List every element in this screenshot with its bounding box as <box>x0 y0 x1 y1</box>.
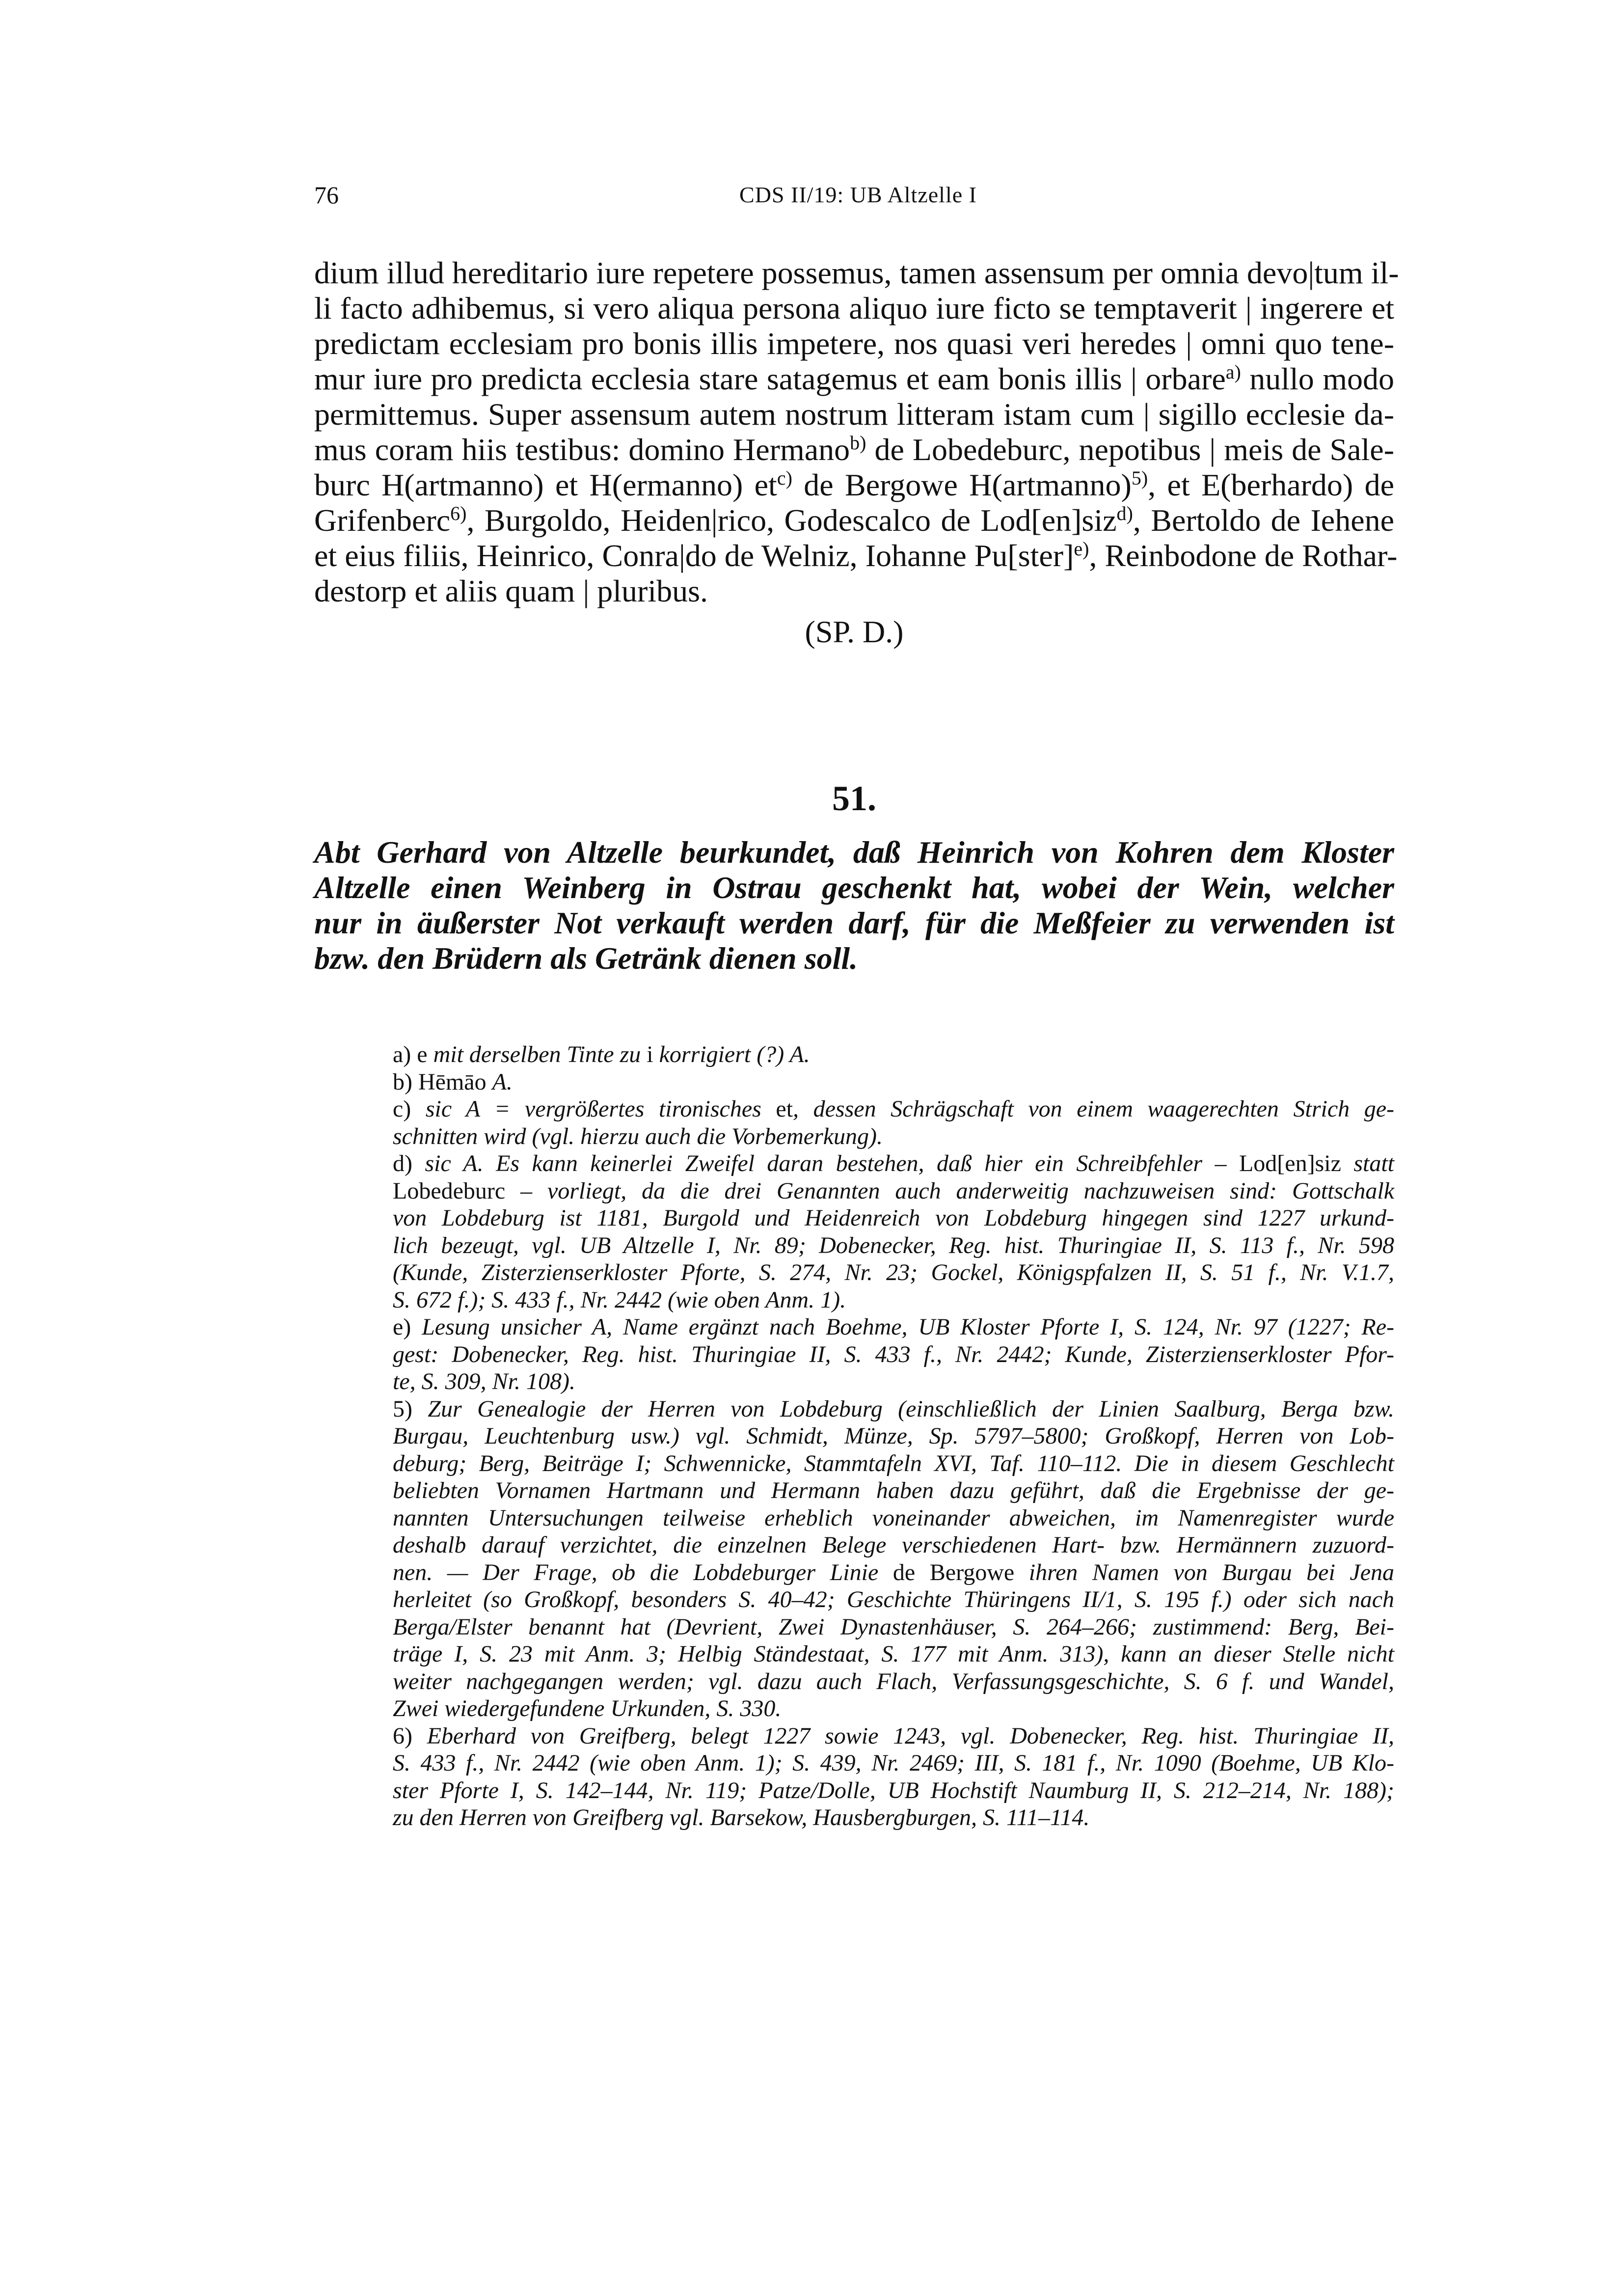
footnote-line: von Lobdeburg ist 1181, Burgold und Heidenreich von Lobdeburg hingegen sind 1227 urkund- <box>393 1205 1394 1231</box>
footnote-segment: a) e <box>393 1041 433 1067</box>
footnote-line: (Kunde, Zisterzienserkloster Pforte, S. 274, Nr. 23; Gockel, Königspfalzen II, S. 51 f., Nr. V.1.7, <box>393 1259 1394 1285</box>
text-segment: Grifenberc <box>314 503 451 538</box>
footnote-line: Berga/Elster benannt hat (Devrient, Zwei Dynastenhäuser, S. 264–266; zustimmend: Berg, Bei- <box>393 1613 1394 1640</box>
footnote-segment: A. <box>492 1068 513 1095</box>
footnote-5 <box>393 1395 1394 1423</box>
running-head: CDS II/19: UB Altzelle I <box>739 182 977 207</box>
footnote-line: weiter nachgegangen werden; vgl. dazu auch Flach, Verfassungsgeschichte, S. 6 f. und Wandel, <box>393 1668 1394 1695</box>
footnote-line: S. 672 f.); S. 433 f., Nr. 2442 (wie oben Anm. 1). <box>393 1286 846 1313</box>
footnote-line: beliebten Vornamen Hartmann und Hermann haben dazu geführt, daß die Ergebnisse der ge- <box>393 1477 1394 1503</box>
footnote-segment: 5) <box>393 1395 428 1422</box>
text-line: dium illud hereditario iure repetere possemus, tamen assensum per omnia devo|tum il- <box>314 255 1399 290</box>
footnote-segment: Lobedeburc <box>393 1177 506 1204</box>
text-segment: burc H(artmanno) et H(ermanno) et <box>314 467 777 502</box>
regest-line: Altzelle einen Weinberg in Ostrau geschenkt hat, wobei der Wein, welcher <box>314 870 1394 905</box>
footnote-segment: 6) <box>393 1722 427 1749</box>
footnote-ref-b: b) <box>850 432 866 454</box>
regest <box>314 835 1394 976</box>
text-line: permittemus. Super assensum autem nostrum litteram istam cum | sigillo ecclesie da- <box>314 397 1394 432</box>
footnote-line: lich bezeugt, vgl. UB Altzelle I, Nr. 89; Dobenecker, Reg. hist. Thuringiae II, S. 113 f., Nr. 598 <box>393 1232 1394 1258</box>
footnote-segment: Lesung unsicher A, Name ergänzt nach Boehme, UB Kloster Pforte I, S. 124, Nr. 97 (1227; Re- <box>422 1314 1394 1340</box>
footnote-d <box>393 1150 1394 1177</box>
footnote-segment: c) <box>393 1096 426 1122</box>
page-number: 76 <box>314 181 339 209</box>
text-line <box>314 538 1398 574</box>
footnote-c <box>393 1095 1394 1123</box>
footnote-line <box>393 1559 1394 1586</box>
footnote-line: nannten Untersuchungen teilweise erheblich voneinander abweichen, im Namenregister wurde <box>393 1504 1394 1531</box>
footnote-segment: , dessen Schrägschaft von einem waagerechten Strich ge- <box>793 1096 1394 1122</box>
footnote-line: ster Pforte I, S. 142–144, Nr. 119; Patze/Dolle, UB Hochstift Naumburg II, S. 212–214, Nr. 188); <box>393 1777 1394 1804</box>
text-line: predictam ecclesiam pro bonis illis impetere, nos quasi veri heredes | omni quo tene- <box>314 326 1394 361</box>
footnote-segment: mit derselben Tinte zu <box>433 1041 647 1067</box>
text-segment: nullo modo <box>1241 361 1395 396</box>
footnote-segment: – vorliegt, da die drei Genannten auch anderweitig nachzuweisen sind: Gottschalk <box>505 1177 1394 1204</box>
text-segment: , et E(berhardo) de <box>1148 467 1395 502</box>
footnote-b <box>393 1068 1394 1096</box>
footnotes <box>393 1041 1394 1831</box>
text-segment: et eius filiis, Heinrico, Conra|do de Welniz, Iohanne Pu[ster] <box>314 538 1074 573</box>
footnote-segment: sic A = vergrößertes tironisches <box>425 1096 776 1122</box>
footnote-ref-d: d) <box>1116 502 1133 524</box>
regest-line: Abt Gerhard von Altzelle beurkundet, daß Heinrich von Kohren dem Kloster <box>314 835 1394 870</box>
footnote-segment: i <box>647 1041 659 1067</box>
footnote-ref-6: 6) <box>450 502 467 524</box>
footnote-line: gest: Dobenecker, Reg. hist. Thuringiae II, S. 433 f., Nr. 2442; Kunde, Zisterzienserkloster Pfor- <box>393 1341 1394 1367</box>
footnote-segment: ihren Namen von Burgau bei Jena <box>1014 1559 1395 1585</box>
footnote-segment: de Bergowe <box>892 1559 1015 1585</box>
footnote-segment: Eberhard von Greifberg, belegt 1227 sowie 1243, vgl. Dobenecker, Reg. hist. Thuringiae II, <box>427 1722 1395 1749</box>
footnote-line: zu den Herren von Greifberg vgl. Barsekow, Hausbergburgen, S. 111–114. <box>393 1804 1090 1831</box>
text-line: li facto adhibemus, si vero aliqua persona aliquo iure ficto se temptaverit | ingerere et <box>314 291 1394 326</box>
text-segment: de Bergowe H(artmanno) <box>792 467 1132 502</box>
text-segment: de Lobedeburc, nepotibus | meis de Sale- <box>866 432 1395 467</box>
text-segment: mur iure pro predicta ecclesia stare satagemus et eam bonis illis | orbare <box>314 361 1226 396</box>
text-line <box>314 361 1394 397</box>
regest-line: bzw. den Brüdern als Getränk dienen soll. <box>314 941 858 976</box>
footnote-ref-5: 5) <box>1131 467 1148 489</box>
footnote-line: schnitten wird (vgl. hierzu auch die Vorbemerkung). <box>393 1123 883 1149</box>
footnote-line: herleitet (so Großkopf, besonders S. 40–42; Geschichte Thüringens II/1, S. 195 f.) oder sich nach <box>393 1586 1394 1613</box>
footnote-a <box>393 1041 1394 1068</box>
footnote-line <box>393 1177 1394 1205</box>
text-segment: mus coram hiis testibus: domino Hermano <box>314 432 850 467</box>
footnote-segment: d) <box>393 1150 425 1176</box>
footnote-segment: nen. — Der Frage, ob die Lobdeburger Linie <box>393 1559 893 1585</box>
footnote-6 <box>393 1722 1394 1750</box>
footnote-line: S. 433 f., Nr. 2442 (wie oben Anm. 1); S. 439, Nr. 2469; III, S. 181 f., Nr. 1090 (Boehme, UB Klo- <box>393 1750 1394 1776</box>
regest-line: nur in äußerster Not verkauft werden darf, für die Meßfeier zu verwenden ist <box>314 905 1394 940</box>
text-line <box>314 503 1394 538</box>
text-segment: , Reinbodone de Rothar- <box>1089 538 1398 573</box>
footnote-ref-c: c) <box>777 467 792 489</box>
footnote-ref-e: e) <box>1074 538 1089 560</box>
text-line <box>314 432 1394 467</box>
footnote-line: träge I, S. 23 mit Anm. 3; Helbig Ständestaat, S. 177 mit Anm. 313), kann an dieser Stelle nicht <box>393 1641 1394 1667</box>
footnote-segment: Zur Genealogie der Herren von Lobdeburg (einschließlich der Linien Saalburg, Berga bzw. <box>428 1395 1394 1422</box>
text-line <box>314 467 1394 503</box>
text-segment: , Burgoldo, Heiden|rico, Godescalco de Lod[en]siz <box>466 503 1117 538</box>
footnote-line: te, S. 309, Nr. 108). <box>393 1368 575 1394</box>
footnote-line: Burgau, Leuchtenburg usw.) vgl. Schmidt, Münze, Sp. 5797–5800; Großkopf, Herren von Lob- <box>393 1423 1394 1449</box>
text-line: destorp et aliis quam | pluribus. <box>314 574 708 608</box>
footnote-line: deshalb darauf verzichtet, die einzelnen Belege verschiedenen Hart- bzw. Hermännern zuzuord- <box>393 1532 1394 1558</box>
footnote-segment: e) <box>393 1314 422 1340</box>
footnote-segment: statt <box>1341 1150 1395 1176</box>
footnote-segment: sic A. Es kann keinerlei Zweifel daran bestehen, daß hier ein Schreibfehler – <box>425 1150 1239 1176</box>
text-segment: , Bertoldo de Iehene <box>1133 503 1394 538</box>
document-number: 51. <box>832 779 876 818</box>
footnote-e <box>393 1313 1394 1341</box>
footnote-segment: korrigiert (?) A. <box>659 1041 810 1067</box>
footnote-line: Zwei wiedergefundene Urkunden, S. 330. <box>393 1695 782 1722</box>
footnote-segment: et <box>776 1096 793 1122</box>
footnote-ref-a: a) <box>1225 361 1241 383</box>
footnote-segment: Lod[en]siz <box>1239 1150 1341 1176</box>
seal-note: (SP. D.) <box>805 614 904 649</box>
footnote-line: deburg; Berg, Beiträge I; Schwennicke, Stammtafeln XVI, Taf. 110–112. Die in diesem Geschlecht <box>393 1450 1394 1476</box>
footnote-segment: b) Hēmāo <box>393 1068 492 1095</box>
charter-text <box>314 255 1399 609</box>
